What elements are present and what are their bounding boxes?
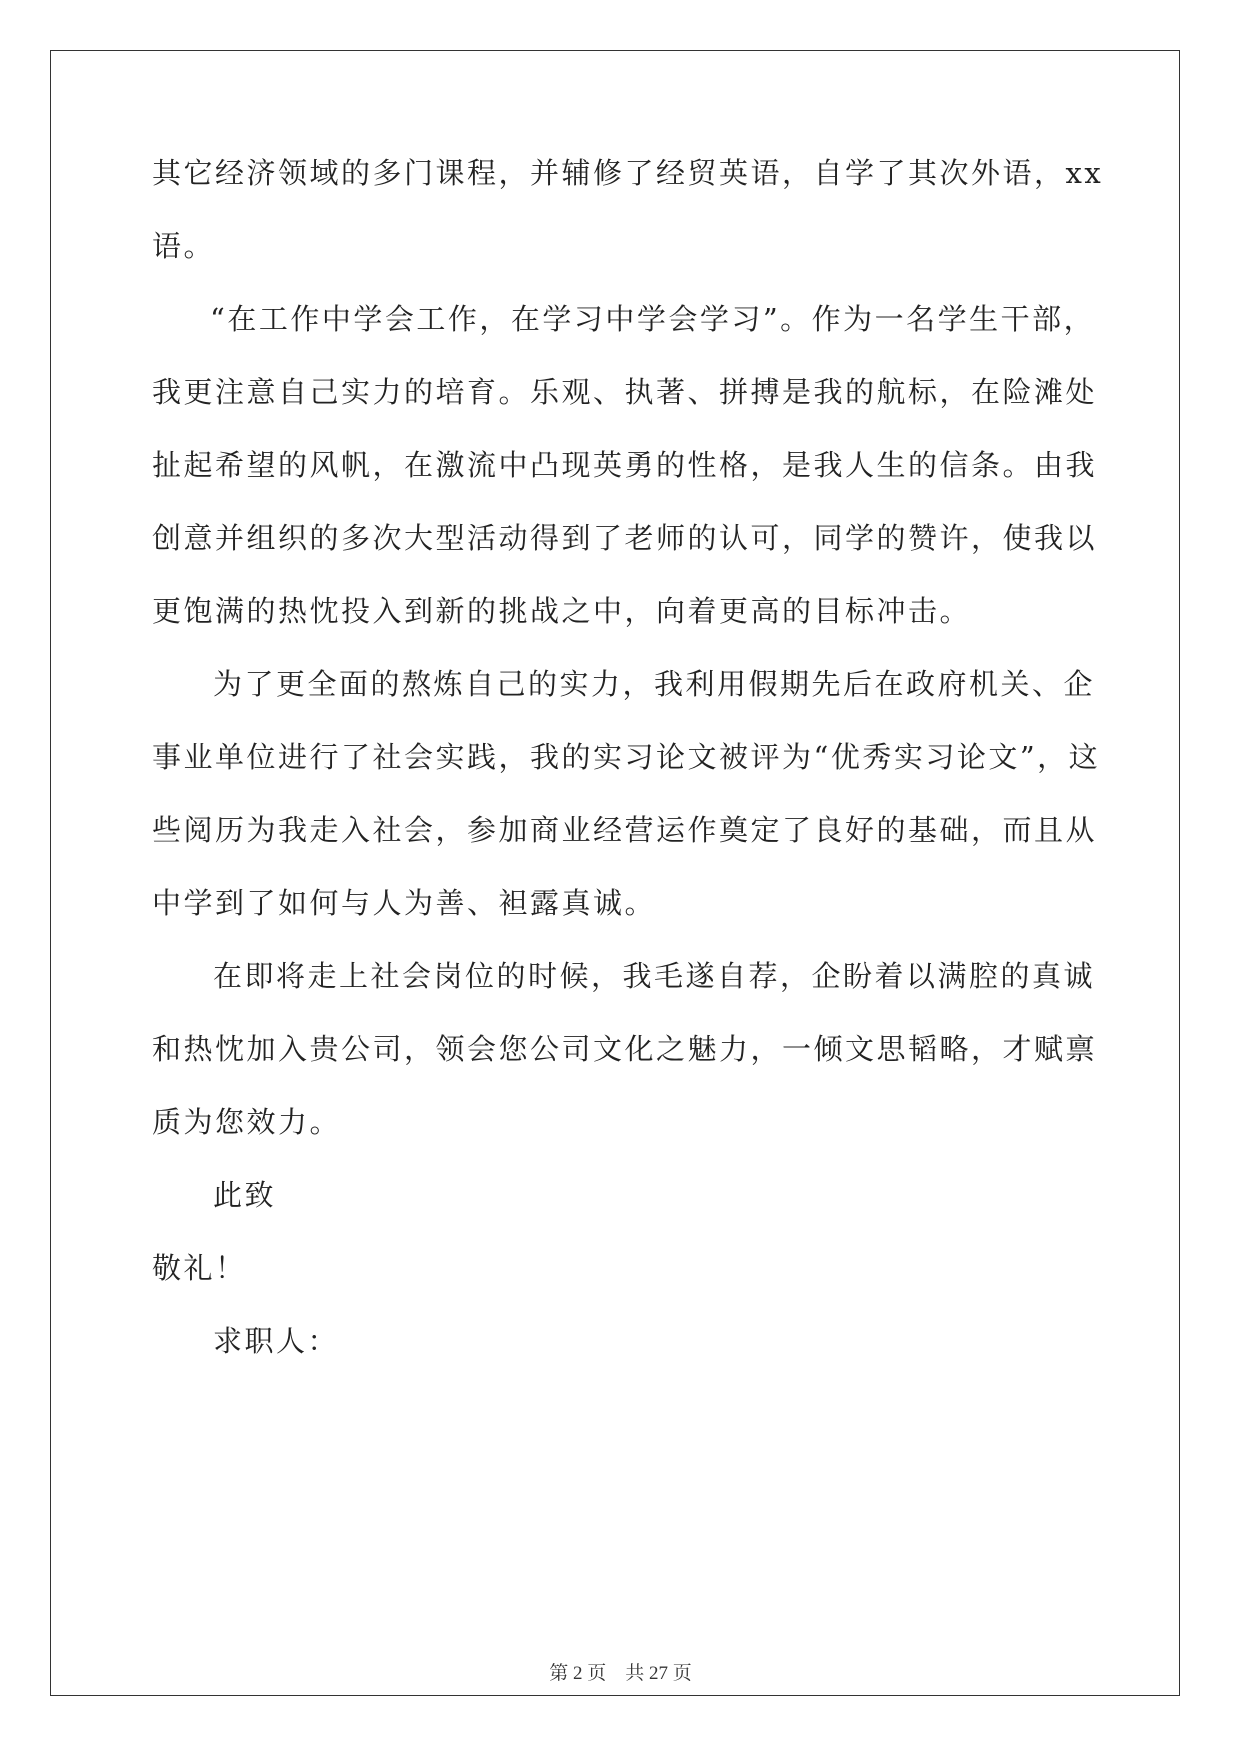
text-line: 质为您效力。	[152, 1105, 342, 1139]
text-line: 语。	[152, 229, 216, 263]
text-line: 中学到了如何与人为善、袒露真诚。	[152, 886, 657, 920]
text-line: “在工作中学会工作，在学习中学会学习”。作为一名学生干部，	[210, 302, 1096, 336]
text-line: 些阅历为我走入社会，参加商业经营运作奠定了良好的基础，而且从	[152, 813, 1098, 847]
text-line: 其它经济领域的多门课程，并辅修了经贸英语，自学了其次外语，xx	[152, 156, 1104, 190]
page-number-footer: 第 2 页 共 27 页	[549, 1663, 692, 1684]
text-line: 更饱满的热忱投入到新的挑战之中，向着更高的目标冲击。	[152, 594, 972, 628]
text-line: 为了更全面的熬炼自己的实力，我利用假期先后在政府机关、企	[213, 667, 1096, 701]
text-line: 创意并组织的多次大型活动得到了老师的认可，同学的赞许，使我以	[152, 521, 1098, 555]
text-line: 事业单位进行了社会实践，我的实习论文被评为“优秀实习论文”，这	[152, 740, 1101, 774]
text-line: 此致	[213, 1178, 277, 1212]
text-line: 我更注意自己实力的培育。乐观、执著、拼搏是我的航标，在险滩处	[152, 375, 1098, 409]
text-line: 扯起希望的风帆，在激流中凸现英勇的性格，是我人生的信条。由我	[152, 448, 1098, 482]
text-line: 在即将走上社会岗位的时候，我毛遂自荐，企盼着以满腔的真诚	[213, 959, 1096, 993]
text-line: 和热忱加入贵公司，领会您公司文化之魅力，一倾文思韬略，才赋禀	[152, 1032, 1098, 1066]
text-line: 求职人：	[213, 1324, 340, 1358]
page-border	[50, 50, 1180, 1696]
text-line: 敬礼！	[152, 1251, 247, 1285]
